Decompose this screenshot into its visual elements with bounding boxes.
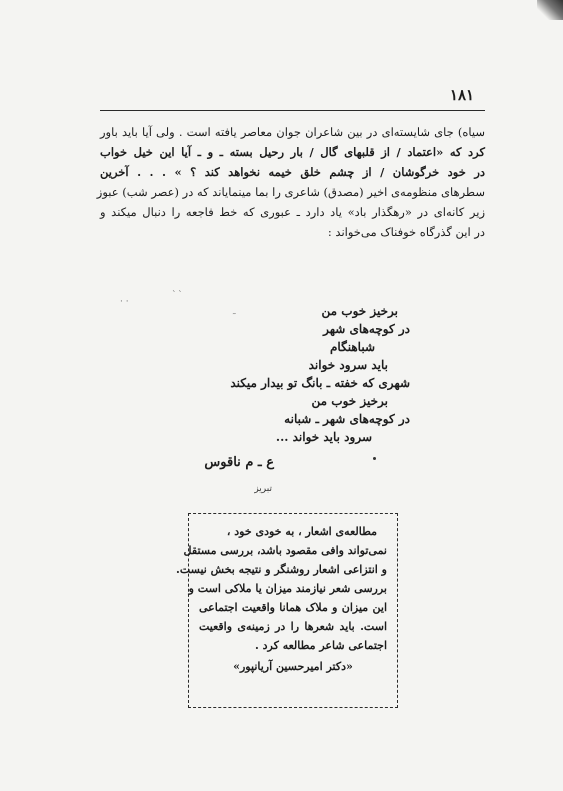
poem-line: شهری که خفته ـ بانگ تو بیدار میکند [230, 376, 410, 390]
quote-attribution: «دکتر امیرحسین آریانپور» [233, 660, 353, 673]
body-paragraph [96, 122, 485, 242]
page-number: ۱۸۱ [449, 86, 475, 104]
paragraph-line: در خود خرگوشان / از چشم خلق خیمه نخواهد کند ؟ » . . . آخرین [100, 165, 485, 179]
poem [200, 302, 410, 446]
quote-line: اجتماعی شاعر مطالعه کرد . [255, 639, 387, 652]
poem-line: برخیز خوب من [321, 304, 398, 318]
poem-line: برخیز خوب من [311, 394, 388, 408]
scan-mark: · · [120, 297, 129, 307]
header-rule [100, 110, 485, 111]
paragraph-line: زیر کانه‌ای در «رهگذار باد» یاد دارد ـ عبوری که خط فاجعه را دنبال میکند و [100, 205, 485, 219]
quote-line: مطالعه‌ی اشعار ، به خودی خود ، [226, 525, 377, 538]
paragraph-line: سطرهای منظومه‌ی اخیر (مصدق) شاعری را بما مینمایاند که در (عصر شب) عبوز [96, 185, 485, 199]
quote-line: است. باید شعر‌ها را در زمینه‌ی واقعیت [199, 620, 387, 633]
quote-line: این میزان و ملاک همانا واقعیت اجتماعی [199, 601, 387, 614]
scan-dot [373, 457, 376, 460]
poem-line: در کوچه‌های شهر [323, 322, 410, 336]
scan-mark: ˜ [232, 313, 237, 323]
author-city: تبریز [254, 484, 272, 494]
scan-mark: ՝ ՝ [172, 291, 182, 301]
quote-box [176, 513, 398, 708]
poem-line: در کوچه‌های شهر ـ شبانه [284, 412, 410, 426]
paragraph-line: در این گذرگاه خوفناک می‌خواند : [327, 225, 485, 239]
poem-line: شباهنگام [330, 340, 375, 354]
scan-corner-shadow [537, 0, 563, 20]
author-name: ع ـ م ناقوس [204, 455, 274, 470]
quote-line: و انتزاعی اشعار روشنگر و نتیجه بخش نیست. [176, 563, 387, 576]
paragraph-line: کرد که «اعتماد / از قلبهای گال / بار رحیل بسته ـ و ـ آیا این خیل خواب [100, 145, 485, 159]
quote-line: بررسی شعر نیازمند میزان یا ملاکی است و [188, 582, 387, 595]
quote-line: نمی‌تواند وافی مقصود باشد، بررسی مستقل [183, 544, 387, 557]
paragraph-line: سیاه) جای شایسته‌ای در بین شاعران جوان معاصر یافته است . ولی آیا باید باور [100, 125, 485, 139]
poem-line: سرود باید خواند ... [275, 430, 372, 444]
poem-line: باید سرود خواند [308, 358, 388, 372]
